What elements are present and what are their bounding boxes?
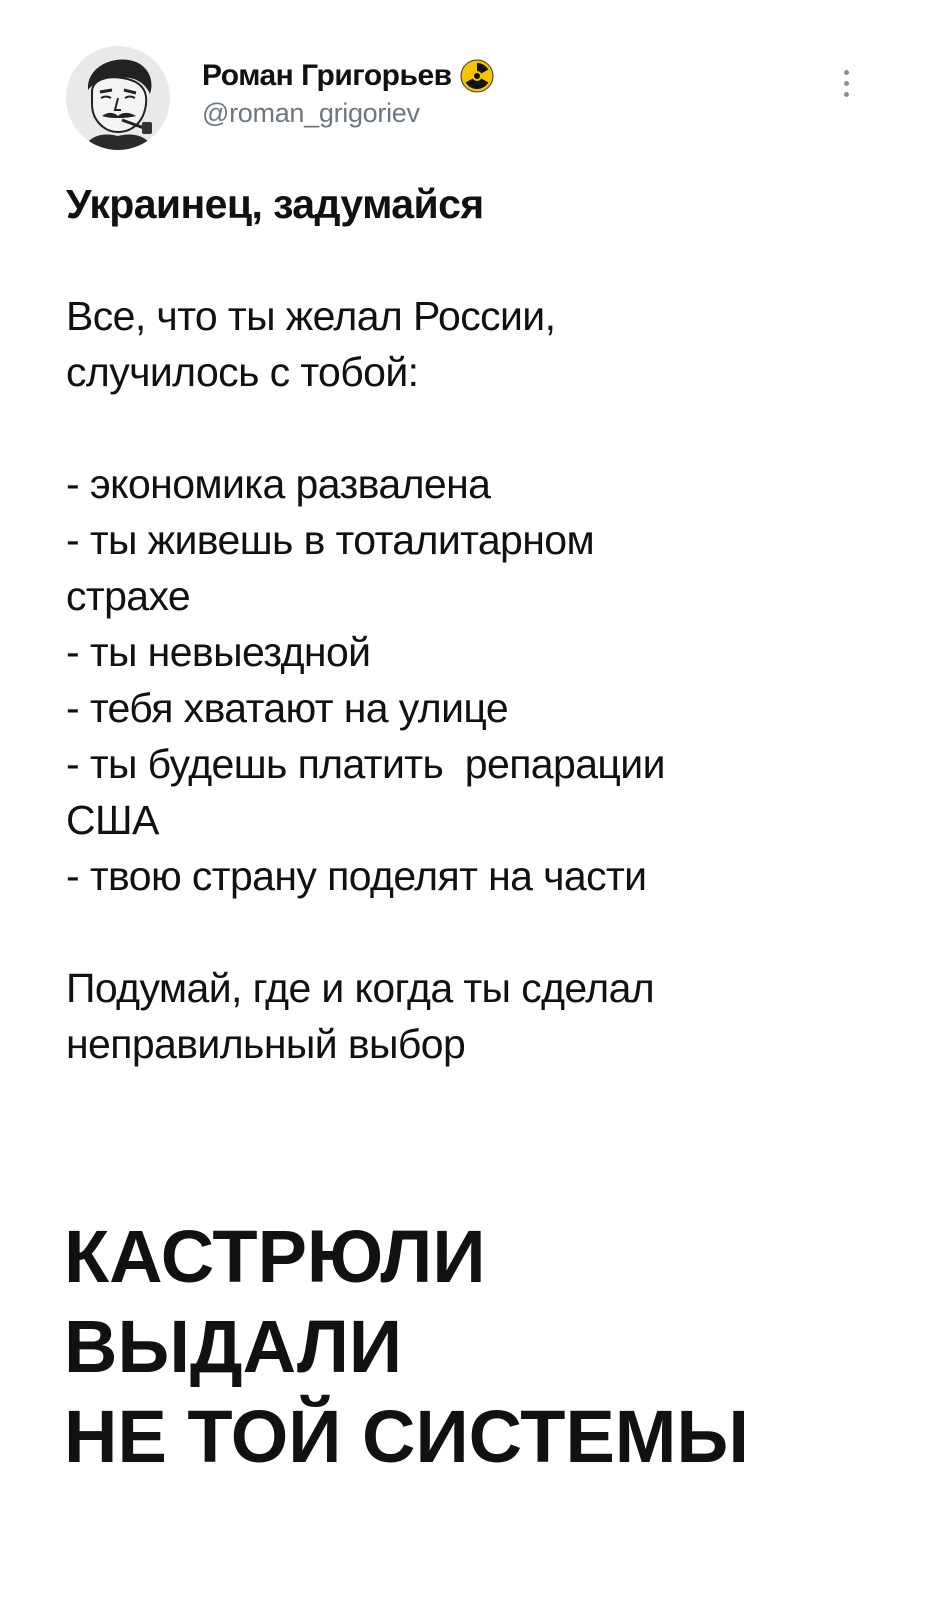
tweet-line	[66, 400, 886, 456]
display-name-row	[202, 56, 494, 96]
tweet-text	[66, 176, 886, 1072]
author-info	[202, 56, 494, 129]
caption-line: КАСТРЮЛИ	[64, 1215, 486, 1298]
tweet-line: - твою страну поделят на части	[66, 853, 647, 899]
tweet-line: США	[66, 797, 159, 843]
author-handle[interactable]: @roman_grigoriev	[202, 98, 420, 128]
caption-line: ВЫДАЛИ	[64, 1305, 403, 1388]
radiation-symbol-icon	[460, 59, 494, 93]
tweet-line: случилось с тобой:	[66, 349, 419, 395]
tweet-line: Все, что ты желал России,	[66, 293, 556, 339]
meme-caption	[64, 1212, 904, 1482]
caption-line: НЕ ТОЙ СИСТЕМЫ	[64, 1395, 749, 1478]
tweet-line: страхе	[66, 573, 191, 619]
tweet-line	[66, 904, 886, 960]
tweet-line: неправильный выбор	[66, 1021, 466, 1067]
tweet-line: Подумай, где и когда ты сделал	[66, 965, 655, 1011]
more-vertical-icon[interactable]	[836, 70, 856, 110]
tweet-line: - ты будешь платить репарации	[66, 741, 665, 787]
tweet-line: Украинец, задумайся	[66, 181, 484, 227]
tweet-header	[66, 46, 866, 156]
tweet-line	[66, 232, 886, 288]
tweet-line: - ты невыездной	[66, 629, 371, 675]
tweet-line: - ты живешь в тоталитарном	[66, 517, 595, 563]
tweet-line: - тебя хватают на улице	[66, 685, 509, 731]
cartoon-man-with-pipe-avatar-icon	[66, 46, 170, 150]
author-display-name[interactable]: Роман Григорьев	[202, 59, 452, 92]
avatar[interactable]	[66, 46, 170, 150]
tweet-line: - экономика развалена	[66, 461, 491, 507]
